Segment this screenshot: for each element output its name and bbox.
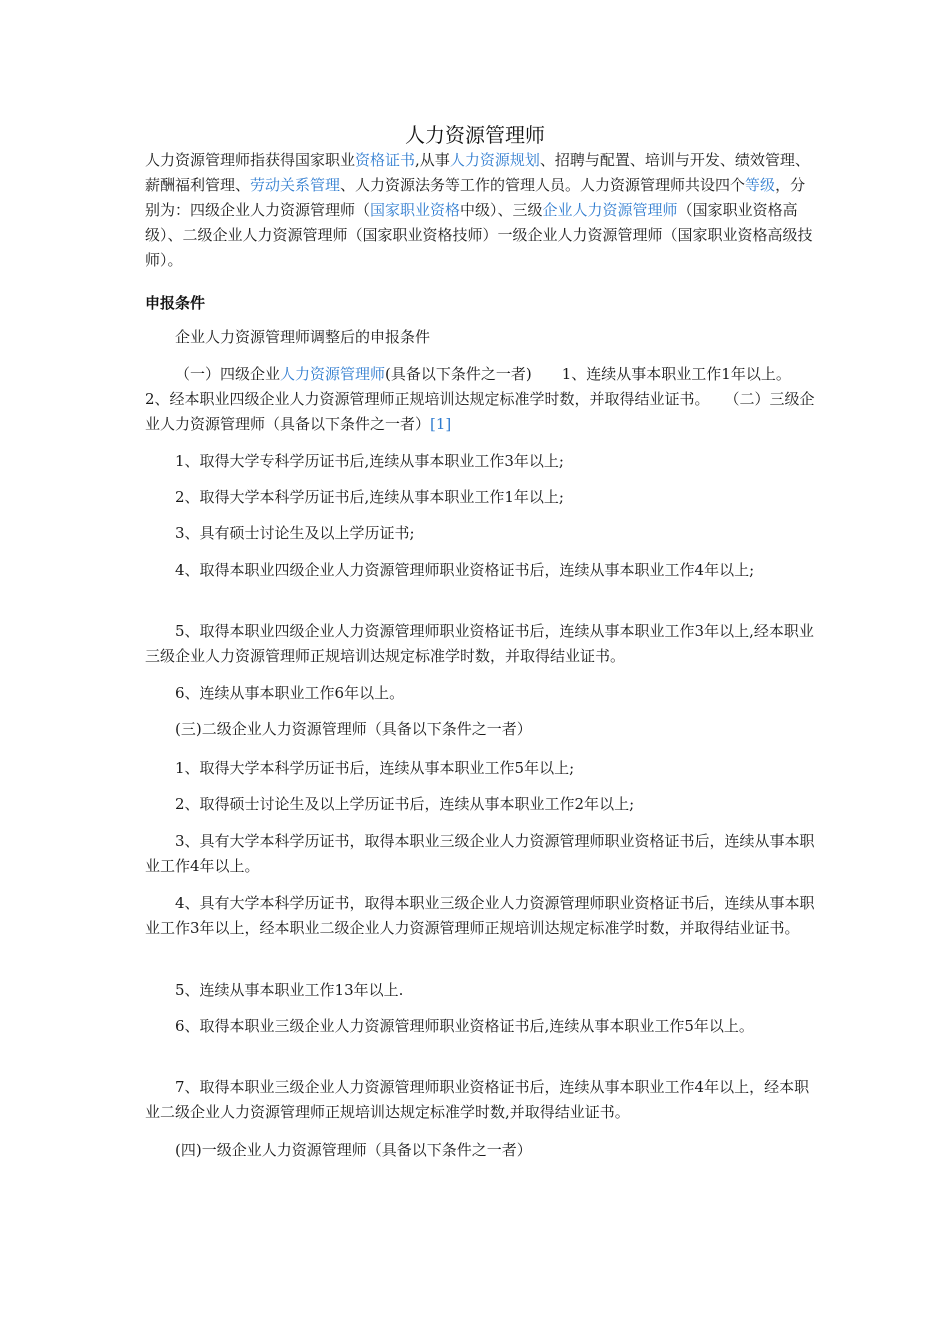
level-two-item: 7、取得本职业三级企业人力资源管理师职业资格证书后，连续从事本职业工作4年以上，经本职业二级企业人力资源管理师正规培训达规定标准学时数,并取得结业证书。 <box>145 1078 810 1121</box>
level-three-item: 4、取得本职业四级企业人力资源管理师职业资格证书后，连续从事本职业工作4年以上; <box>175 561 755 579</box>
level-two-heading: (三)二级企业人力资源管理师（具备以下条件之一者） <box>175 720 532 738</box>
level-four-text-1: （一）四级企业 <box>175 365 281 383</box>
section-heading: 申报条件 <box>145 294 206 312</box>
intro-text-3: 、招聘与配置、培训与开发、绩效管理、薪酬福利管理、 <box>145 151 810 194</box>
link-enterprise-hr-manager[interactable]: 企业人力资源管理师 <box>542 201 678 219</box>
level-four-paragraph <box>145 362 815 437</box>
level-two-item: 4、具有大学本科学历证书，取得本职业三级企业人力资源管理师职业资格证书后，连续从事本职业工作3年以上，经本职业二级企业人力资源管理师正规培训达规定标准学时数，并取得结业证书。 <box>145 894 815 937</box>
link-hr-manager[interactable]: 人力资源管理师 <box>280 365 386 383</box>
level-two-item: 1、取得大学本科学历证书后，连续从事本职业工作5年以上; <box>175 759 575 777</box>
subheading: 企业人力资源管理师调整后的申报条件 <box>175 328 431 346</box>
level-three-item: 5、取得本职业四级企业人力资源管理师职业资格证书后，连续从事本职业工作3年以上,经本职业三级企业人力资源管理师正规培训达规定标准学时数，并取得结业证书。 <box>145 622 814 665</box>
level-two-item: 3、具有大学本科学历证书，取得本职业三级企业人力资源管理师职业资格证书后，连续从事本职业工作4年以上。 <box>145 832 815 875</box>
link-labor-relations[interactable]: 劳动关系管理 <box>250 176 341 194</box>
document-title: 人力资源管理师 <box>405 123 545 147</box>
intro-text-1: 人力资源管理师指获得国家职业 <box>145 151 356 169</box>
intro-paragraph <box>145 148 815 273</box>
level-two-item: 5、连续从事本职业工作13年以上. <box>175 981 404 999</box>
level-three-item: 3、具有硕士讨论生及以上学历证书; <box>175 524 415 542</box>
link-qualification-certificate[interactable]: 资格证书 <box>355 151 416 169</box>
link-hr-planning[interactable]: 人力资源规划 <box>449 151 540 169</box>
intro-text-2: ,从事 <box>415 151 450 169</box>
level-two-item: 6、取得本职业三级企业人力资源管理师职业资格证书后,连续从事本职业工作5年以上。 <box>175 1017 754 1035</box>
intro-text-5: ，分别为：四级企业人力资源管理师（ <box>145 176 806 219</box>
level-three-item: 6、连续从事本职业工作6年以上。 <box>175 684 405 702</box>
intro-text-4: 、人力资源法务等工作的管理人员。人力资源管理师共设四个 <box>340 176 746 194</box>
link-national-qualification[interactable]: 国家职业资格 <box>370 201 461 219</box>
level-three-item: 2、取得大学本科学历证书后,连续从事本职业工作1年以上; <box>175 488 564 506</box>
intro-text-7: （国家职业资格高级）、二级企业人力资源管理师（国家职业资格技师）一级企业人力资源管理师（国家职业资格高级技师）。 <box>145 201 813 269</box>
intro-text-6: 中级）、三级 <box>460 201 543 219</box>
level-one-heading: (四)一级企业人力资源管理师（具备以下条件之一者） <box>175 1141 532 1159</box>
reference-link[interactable]: [1] <box>430 415 452 433</box>
level-three-item: 1、取得大学专科学历证书后,连续从事本职业工作3年以上; <box>175 452 564 470</box>
level-four-text-2: (具备以下条件之一者) 1、连续从事本职业工作1年以上。 2、经本职业四级企业人力资源管理师正规培训达规定标准学时数，并取得结业证书。 （二）三级企业人力资源管理师（具备以下条件之一者） <box>145 365 815 433</box>
link-grade[interactable]: 等级 <box>745 176 776 194</box>
level-two-item: 2、取得硕士讨论生及以上学历证书后，连续从事本职业工作2年以上; <box>175 795 635 813</box>
